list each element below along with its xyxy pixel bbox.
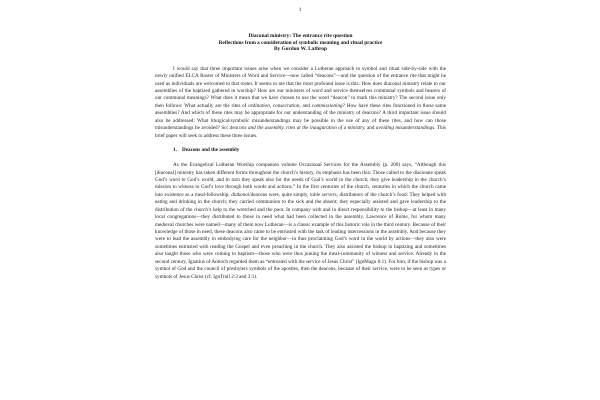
title-line-2: Reflections from a consideration of symbolic meaning and ritual practice [218,39,383,46]
section1-text-part-2: /deacons were, quite simply, [249,191,310,198]
intro-italic-misunderstandings: avoiding misunderstandings [375,125,435,132]
intro-italic-deacons-assembly: deacons and the assembly, rites at the inauguration of a ministry, [229,125,366,132]
intro-text-part-1: I would say that three important issues arise when we consider a Lutheran approach to symbol and ritual side-by-side with the newly unified ELCA Roster of Ministers of Word and Service—now called “deacons”—and the question of the entrance rite that might be used as individuals are welcomed to that roster. It seems to me that the most profound issue is this: How does diaconal ministry relate to our assemblies of the baptized gathered in worship? How are our ministers of word and service themselves communal symbols and bearers of our communal meanings? What does it mean that we have chosen to use the word “deacon” to mark this ministry? The second issue only then follows: What actually are the rites of [155,65,446,109]
intro-paragraph [155,66,446,140]
title-line-1: Diaconal ministry: The entrance rite question [248,33,353,39]
section-number: 1. [173,147,177,154]
page-number: 1 [298,7,302,13]
section-heading-1 [155,147,446,154]
section1-paragraph [155,162,446,281]
document-title-block [155,33,446,53]
page-content [155,33,446,281]
intro-italic-commissioning: commissioning [311,102,343,109]
author-line: By Gordon W. Lathrop [274,46,327,53]
intro-text-part-2: and [300,102,312,109]
section-heading-label: Deacons and the assembly [182,147,240,154]
intro-italic-ordination: ordination, consecration, [248,102,301,109]
section1-italic-diakonoi: diakonoi [231,191,250,198]
section1-italic-table-servers: table servers [309,191,337,198]
section-spacer-top [155,140,446,147]
section1-text-part-3: , distributors of the church’s food: They helped with eating and drinking in the church; they carried communion to the sick and the absent; they especially assisted and gave leadership to the distribution of the church’s help to the wretched and the poor. In company with and in direct responsibility to the bishop—at least in many local congregations—they distributed to those in need what had been collected in the assembly. Lawrence of Rome, for whom many medieval churches were named—many of them now Lutheran—is a classic example of this historic role in the third century. Because of their knowledge of those in need, these deacons also came to be entrusted with the task of leading intercessions in the assembly. And because they were to lead the assembly in embodying care for the neighbor—in thus proclaiming God’s word in the world by actions—they also were sometimes entrusted with reading the Gospel and even preaching in the church. They also assisted the bishop in baptizing and sometimes also taught those who were coming to baptism—those who were thus joining the meal-community of witness and service. Already in the second century, Ignatius of Antioch regarded them as “entrusted with the service of Jesus Christ” (IgnMagn 6:1). For him, if the bishop was a symbol of God and the council of presbyters symbols of the apostles, then the deacons, because of their service, were to be seen as types or symbols of Jesus Christ (cf. IgnTrall 2:3 and 3:1). [155,191,447,280]
intro-text-part-4: and [365,125,376,132]
title-spacer [155,53,446,66]
intro-text-part-5: . This brief paper will seek to address these three issues. [155,125,446,139]
section1-text-part-1: As the Evangelical Lutheran Worship companion volume Occasional Services for the Assembly (p. 200) says, “Although this [diaconal] ministry has taken different forms throughout the church’s history, its emphasis has been this: Those called to the diaconate speak God’s word to God’s world, and in turn they speak also for the needs of God’s world to the church; they give leadership in the church’s mission to witness to God’s love through both words and actions.” In the first centuries of the church, centuries in which the church came into existence as a meal-fellowship, [155,162,446,198]
intro-text-part-3: ? How have these rites functioned in those same assemblies? And which of these rites may be appropriate for our understanding of the ministry of deacons? A third important issue should also be addressed: What liturgical/symbolic misunderstandings may be possible in the use of any of these rites, and how can those misunderstandings be avoided? So: [155,102,446,132]
